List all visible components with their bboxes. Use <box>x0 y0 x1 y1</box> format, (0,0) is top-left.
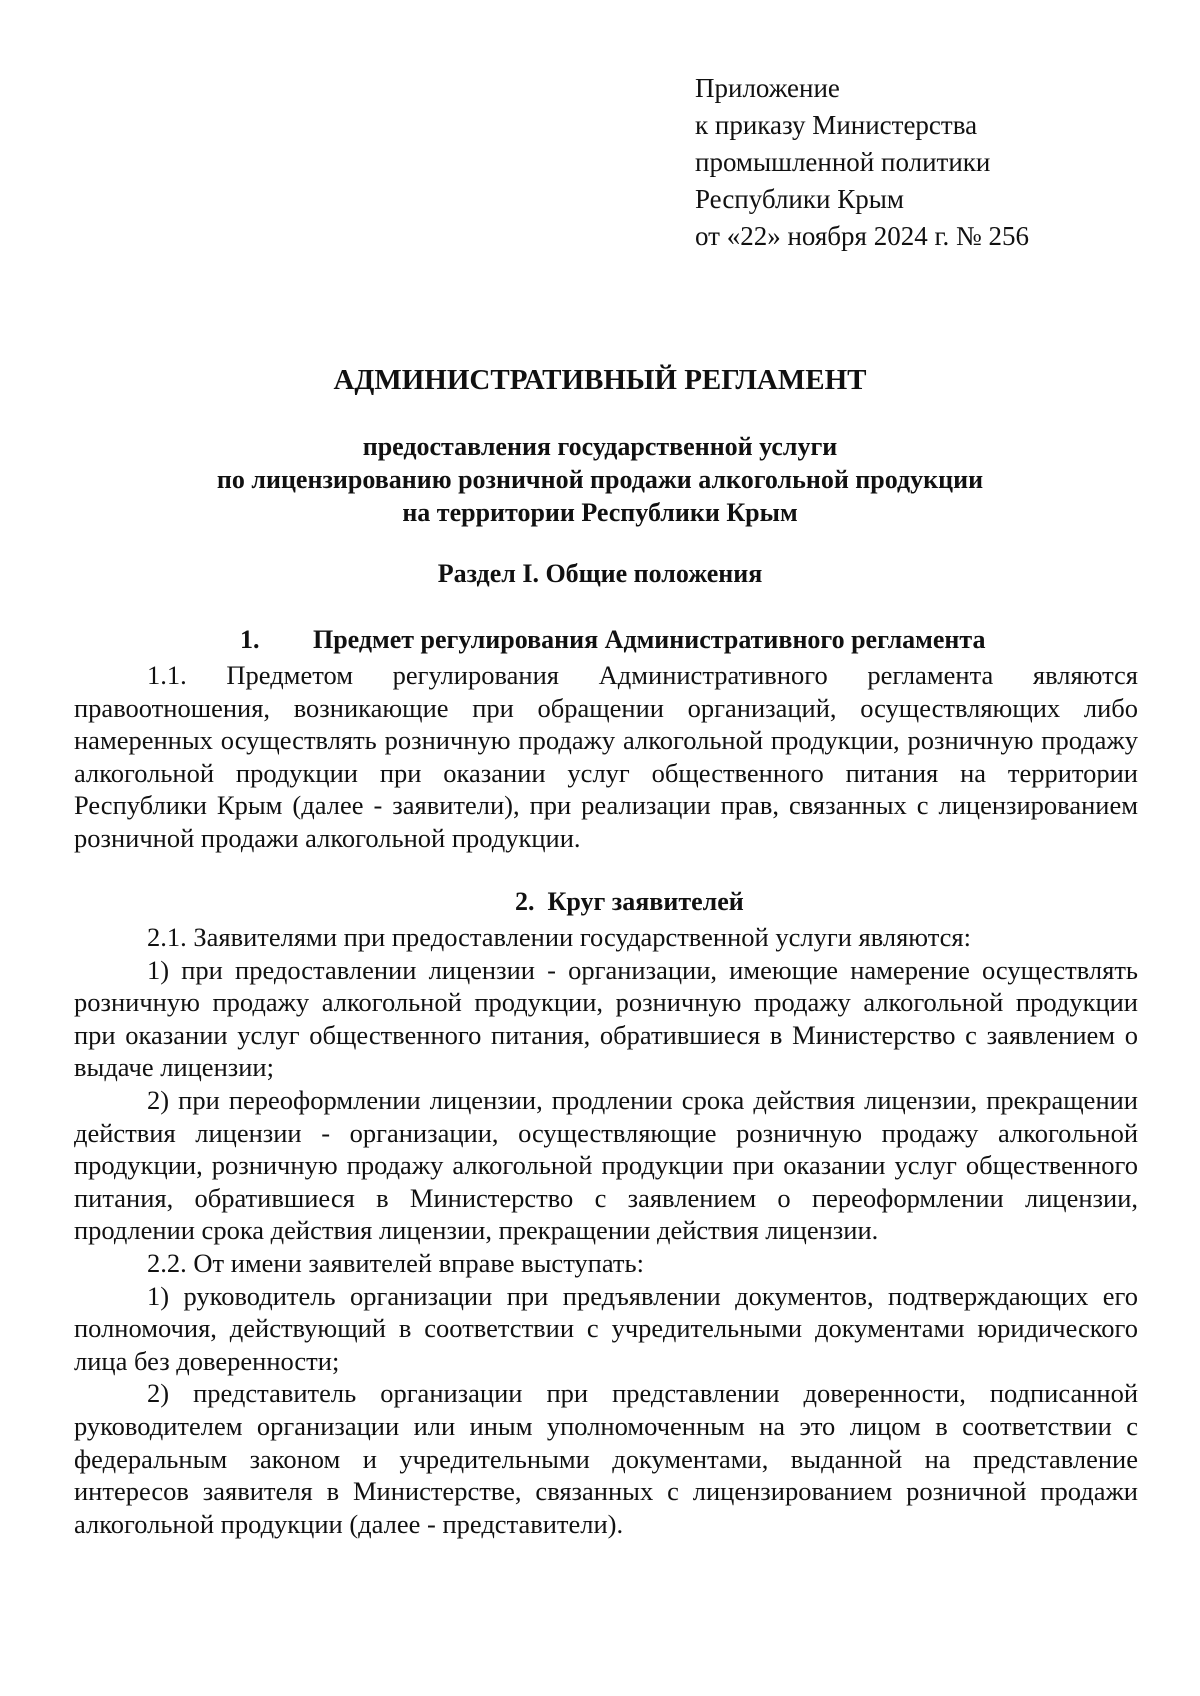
heading-number: 2. <box>515 887 535 916</box>
subtitle-line: на территории Республики Крым <box>402 498 798 527</box>
heading-number: 1. <box>240 625 260 654</box>
heading-text: Предмет регулирования Административного регламента <box>313 625 986 654</box>
annex-line: к приказу Министерства <box>695 110 978 140</box>
annex-date-line: от «22» ноября 2024 г. № 256 <box>695 221 1029 251</box>
section-1-body <box>74 659 1138 855</box>
section-title: Раздел I. Общие положения <box>437 559 763 588</box>
annex-line: Приложение <box>695 73 840 103</box>
paragraph-2-1-item-2: 2) при переоформлении лицензии, продлении срока действия лицензии, прекращении действия лицензии - организации, осуществляющие розничную продажу алкогольной продукции, розничную продажу алкогольной продукции при оказании услуг общественного питания, обратившиеся в Министерство с заявлением о переоформлении лицензии, продлении срока действия лицензии, прекращении действия лицензии. <box>74 1084 1138 1246</box>
paragraph-2-2: 2.2. От имени заявителей вправе выступать: <box>147 1247 644 1278</box>
subtitle-line: по лицензированию розничной продажи алкогольной продукции <box>216 465 984 494</box>
section-2-body <box>74 921 1138 1540</box>
annex-line: промышленной политики <box>695 147 991 177</box>
paragraph-1-1: 1.1. Предметом регулирования Административного регламента являются правоотношения, возникающие при обращении организаций, осуществляющих либо намеренных осуществлять розничную продажу алкогольной продукции, розничную продажу алкогольной продукции при оказании услуг общественного питания на территории Республики Крым (далее - заявители), при реализации прав, связанных с лицензированием розничной продажи алкогольной продукции. <box>74 660 1138 853</box>
heading-applicants <box>515 887 744 917</box>
paragraph-2-1-item-1: 1) при предоставлении лицензии - организации, имеющие намерение осуществлять розничную продажу алкогольной продукции, розничную продажу алкогольной продукции при оказании услуг общественного питания, обратившиеся в Министерство с заявлением о выдаче лицензии; <box>74 954 1138 1083</box>
paragraph-2-1: 2.1. Заявителями при предоставлении государственной услуги являются: <box>147 922 971 952</box>
annex-line: Республики Крым <box>695 184 904 214</box>
document-title: АДМИНИСТРАТИВНЫЙ РЕГЛАМЕНТ <box>333 364 867 396</box>
paragraph-2-2-item-2: 2) представитель организации при представлении доверенности, подписанной руководителем организации или иным уполномоченным на это лицом в соответствии с федеральным законом и учредительными документами, выданной на представление интересов заявителя в Министерстве, связанных с лицензированием розничной продажи алкогольной продукции (далее - представители). <box>74 1378 1138 1539</box>
heading-subject-of-regulation <box>240 625 985 655</box>
paragraph-2-2-item-1: 1) руководитель организации при предъявлении документов, подтверждающих его полномочия, действующий в соответствии с учредительными документами юридического лица без доверенности; <box>74 1280 1138 1376</box>
subtitle-line: предоставления государственной услуги <box>362 432 838 461</box>
annex-block <box>695 70 1029 255</box>
document-subtitle <box>70 430 1130 529</box>
heading-text: Круг заявителей <box>547 887 744 916</box>
